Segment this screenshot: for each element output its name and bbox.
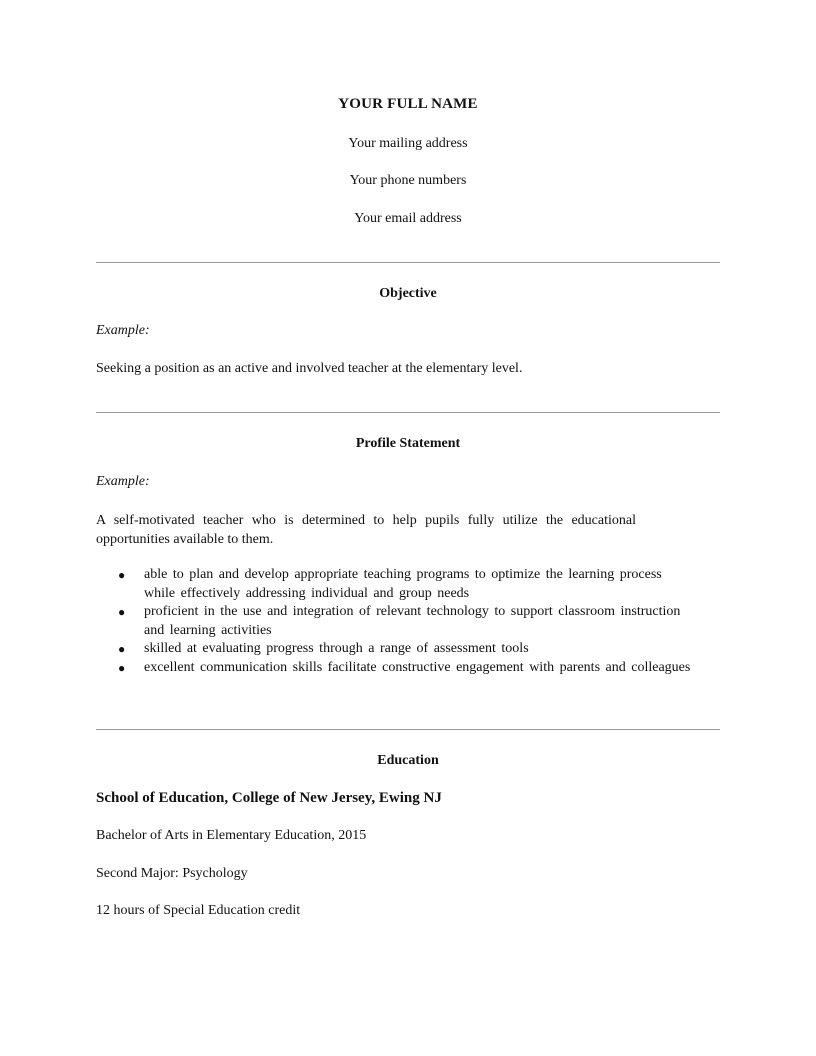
email-address: Your email address xyxy=(354,211,462,226)
bullet-icon: ● xyxy=(118,642,126,656)
bullet-icon: ● xyxy=(118,660,126,675)
objective-example-label: Example: xyxy=(96,323,150,338)
education-degree: Bachelor of Arts in Elementary Education, 2015 xyxy=(96,828,367,843)
bullet-text: excellent communication skills facilitate constructive engagement with parents and colleagues xyxy=(144,659,691,675)
education-school: School of Education, College of New Jersey, Ewing NJ xyxy=(96,790,442,806)
list-item xyxy=(96,659,696,678)
divider-header xyxy=(96,262,720,263)
bullet-icon: ● xyxy=(118,568,126,582)
list-item xyxy=(96,566,696,603)
profile-example-label: Example: xyxy=(96,474,150,489)
full-name: YOUR FULL NAME xyxy=(338,96,478,112)
divider-objective xyxy=(96,412,720,413)
resume-page xyxy=(96,0,720,1056)
education-second-major: Second Major: Psychology xyxy=(96,866,248,881)
bullet-text: proficient in the use and integration of relevant technology to support classroom instruction and learning activities xyxy=(144,604,681,638)
mailing-address: Your mailing address xyxy=(348,136,468,151)
bullet-text: skilled at evaluating progress through a range of assessment tools xyxy=(144,641,529,656)
profile-bullet-list xyxy=(96,566,696,677)
profile-intro: A self-motivated teacher who is determined to help pupils fully utilize the educational opportunities available to them. xyxy=(96,513,636,547)
education-title: Education xyxy=(377,753,439,768)
objective-title: Objective xyxy=(379,286,437,301)
list-item xyxy=(96,640,696,659)
list-item xyxy=(96,603,696,640)
divider-profile xyxy=(96,729,720,730)
profile-title: Profile Statement xyxy=(355,436,461,451)
bullet-icon: ● xyxy=(118,605,126,619)
phone-numbers: Your phone numbers xyxy=(349,173,467,188)
bullet-text: able to plan and develop appropriate teaching programs to optimize the learning process while effectively addressing individual and group needs xyxy=(144,567,662,601)
education-credit: 12 hours of Special Education credit xyxy=(96,903,301,918)
objective-text: Seeking a position as an active and involved teacher at the elementary level. xyxy=(96,361,523,376)
